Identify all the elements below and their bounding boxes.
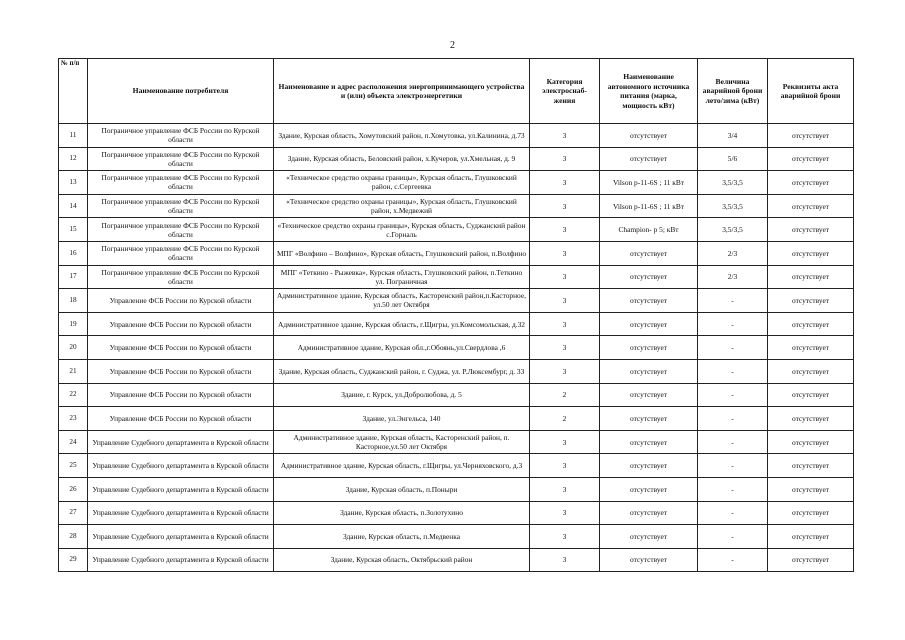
cell-address: Здание, г. Курск, ул.Добролюбова, д. 5 bbox=[274, 383, 530, 407]
table-body bbox=[59, 124, 854, 572]
cell-reserve: 3,5/3,5 bbox=[698, 218, 768, 242]
cell-category: 2 bbox=[530, 407, 600, 431]
cell-source: отсутствует bbox=[600, 336, 698, 360]
table-row bbox=[59, 407, 854, 431]
cell-act: отсутствует bbox=[768, 312, 854, 336]
cell-source: отсутствует bbox=[600, 430, 698, 454]
cell-address: Здание, Курская область, п.Поныри bbox=[274, 477, 530, 501]
cell-num: 17 bbox=[59, 265, 88, 289]
table-row bbox=[59, 241, 854, 265]
cell-address: Административное здание, Курская обл.,г.Обоянь,ул.Свердлова ,6 bbox=[274, 336, 530, 360]
cell-num: 23 bbox=[59, 407, 88, 431]
cell-category: 3 bbox=[530, 454, 600, 478]
cell-reserve: - bbox=[698, 289, 768, 313]
table-row bbox=[59, 454, 854, 478]
cell-consumer: Управление ФСБ России по Курской области bbox=[88, 359, 274, 383]
cell-consumer: Пограничное управление ФСБ России по Курской области bbox=[88, 171, 274, 195]
cell-reserve: - bbox=[698, 501, 768, 525]
header-category: Категория электроснаб-жения bbox=[530, 59, 600, 124]
cell-category: 3 bbox=[530, 430, 600, 454]
cell-category: 3 bbox=[530, 501, 600, 525]
cell-source: отсутствует bbox=[600, 454, 698, 478]
table-row bbox=[59, 501, 854, 525]
cell-consumer: Управление Судебного департамента в Курской области bbox=[88, 525, 274, 549]
cell-category: 3 bbox=[530, 241, 600, 265]
header-source: Наименование автономного источника питания (марка, мощность кВт) bbox=[600, 59, 698, 124]
cell-address: Административное здание, Курская область, Касторенский район, п. Касторное,ул.50 лет Октября bbox=[274, 430, 530, 454]
cell-reserve: - bbox=[698, 548, 768, 572]
cell-reserve: - bbox=[698, 525, 768, 549]
cell-num: 20 bbox=[59, 336, 88, 360]
table-row bbox=[59, 312, 854, 336]
header-num: № п/п bbox=[59, 59, 88, 124]
cell-source: отсутствует bbox=[600, 407, 698, 431]
cell-category: 3 bbox=[530, 124, 600, 148]
cell-num: 13 bbox=[59, 171, 88, 195]
cell-address: МПГ «Теткино - Рыжевка», Курская область, Глушковский район, п.Теткино ул. Пограничная bbox=[274, 265, 530, 289]
table-row bbox=[59, 147, 854, 171]
cell-address: Здание, ул.Энгельса, 140 bbox=[274, 407, 530, 431]
cell-reserve: 5/6 bbox=[698, 147, 768, 171]
cell-num: 25 bbox=[59, 454, 88, 478]
cell-category: 3 bbox=[530, 218, 600, 242]
cell-category: 3 bbox=[530, 171, 600, 195]
cell-num: 28 bbox=[59, 525, 88, 549]
cell-num: 12 bbox=[59, 147, 88, 171]
cell-category: 3 bbox=[530, 312, 600, 336]
cell-consumer: Управление Судебного департамента в Курской области bbox=[88, 454, 274, 478]
cell-reserve: - bbox=[698, 359, 768, 383]
cell-act: отсутствует bbox=[768, 241, 854, 265]
cell-source: отсутствует bbox=[600, 477, 698, 501]
cell-address: Административное здание, Курская область, г.Щигры, ул.Черняховского, д.3 bbox=[274, 454, 530, 478]
table-row bbox=[59, 124, 854, 148]
cell-source: отсутствует bbox=[600, 359, 698, 383]
cell-address: МПГ «Волфино – Волфино», Курская область, Глушковский район, п.Волфино bbox=[274, 241, 530, 265]
cell-num: 27 bbox=[59, 501, 88, 525]
cell-address: Здание, Курская область, Беловский район, х.Кучеров, ул.Хмельная, д. 9 bbox=[274, 147, 530, 171]
cell-consumer: Управление ФСБ России по Курской области bbox=[88, 312, 274, 336]
cell-address: Здание, Курская область, п.Золотухино bbox=[274, 501, 530, 525]
cell-num: 18 bbox=[59, 289, 88, 313]
header-reserve: Величина аварийной брони лето/зима (кВт) bbox=[698, 59, 768, 124]
cell-address: Здание, Курская область, Суджанский район, г. Суджа, ул. Р.Люксембург, д. 33 bbox=[274, 359, 530, 383]
cell-act: отсутствует bbox=[768, 430, 854, 454]
cell-act: отсутствует bbox=[768, 548, 854, 572]
cell-act: отсутствует bbox=[768, 525, 854, 549]
cell-source: Vilson p-11-6S ; 11 кВт bbox=[600, 171, 698, 195]
table-header bbox=[59, 59, 854, 124]
cell-source: отсутствует bbox=[600, 383, 698, 407]
table-row bbox=[59, 477, 854, 501]
consumers-table bbox=[58, 58, 854, 572]
cell-consumer: Управление Судебного департамента в Курской области bbox=[88, 477, 274, 501]
cell-act: отсутствует bbox=[768, 359, 854, 383]
cell-address: Здание, Курская область, п.Медвенка bbox=[274, 525, 530, 549]
cell-consumer: Управление ФСБ России по Курской области bbox=[88, 336, 274, 360]
header-consumer: Наименование потребителя bbox=[88, 59, 274, 124]
cell-num: 24 bbox=[59, 430, 88, 454]
cell-source: отсутствует bbox=[600, 124, 698, 148]
cell-category: 2 bbox=[530, 383, 600, 407]
cell-reserve: 2/3 bbox=[698, 265, 768, 289]
cell-reserve: - bbox=[698, 336, 768, 360]
cell-act: отсутствует bbox=[768, 454, 854, 478]
cell-address: «Техническое средство охраны границы», Курская область, Глушковский район, с.Сергеевка bbox=[274, 171, 530, 195]
header-act: Реквизиты акта аварийной брони bbox=[768, 59, 854, 124]
cell-act: отсутствует bbox=[768, 265, 854, 289]
table-row bbox=[59, 525, 854, 549]
cell-source: Champion- p 5; кВт bbox=[600, 218, 698, 242]
cell-reserve: 3/4 bbox=[698, 124, 768, 148]
cell-num: 11 bbox=[59, 124, 88, 148]
cell-category: 3 bbox=[530, 359, 600, 383]
cell-act: отсутствует bbox=[768, 147, 854, 171]
table-row bbox=[59, 218, 854, 242]
cell-reserve: 3,5/3,5 bbox=[698, 194, 768, 218]
cell-act: отсутствует bbox=[768, 477, 854, 501]
cell-consumer: Пограничное управление ФСБ России по Курской области bbox=[88, 265, 274, 289]
cell-reserve: 3,5/3,5 bbox=[698, 171, 768, 195]
cell-act: отсутствует bbox=[768, 501, 854, 525]
cell-reserve: 2/3 bbox=[698, 241, 768, 265]
cell-reserve: - bbox=[698, 312, 768, 336]
cell-consumer: Управление ФСБ России по Курской области bbox=[88, 383, 274, 407]
cell-category: 3 bbox=[530, 477, 600, 501]
cell-address: Административное здание, Курская область, Касторенский район,п.Касторное, ул.50 лет Октября bbox=[274, 289, 530, 313]
cell-act: отсутствует bbox=[768, 171, 854, 195]
cell-source: отсутствует bbox=[600, 548, 698, 572]
cell-category: 3 bbox=[530, 289, 600, 313]
cell-source: отсутствует bbox=[600, 147, 698, 171]
cell-source: отсутствует bbox=[600, 289, 698, 313]
cell-reserve: - bbox=[698, 454, 768, 478]
cell-consumer: Управление ФСБ России по Курской области bbox=[88, 407, 274, 431]
cell-consumer: Управление Судебного департамента в Курской области bbox=[88, 430, 274, 454]
table-row bbox=[59, 171, 854, 195]
table-row bbox=[59, 548, 854, 572]
cell-category: 3 bbox=[530, 265, 600, 289]
page-number: 2 bbox=[450, 40, 455, 51]
cell-consumer: Пограничное управление ФСБ России по Курской области bbox=[88, 124, 274, 148]
cell-category: 3 bbox=[530, 194, 600, 218]
cell-num: 15 bbox=[59, 218, 88, 242]
table-row bbox=[59, 289, 854, 313]
cell-address: Здание, Курская область, Хомутовский район, п.Хомутовка, ул.Калинина, д.73 bbox=[274, 124, 530, 148]
cell-num: 29 bbox=[59, 548, 88, 572]
cell-act: отсутствует bbox=[768, 194, 854, 218]
cell-act: отсутствует bbox=[768, 124, 854, 148]
cell-num: 22 bbox=[59, 383, 88, 407]
table-row bbox=[59, 336, 854, 360]
cell-act: отсутствует bbox=[768, 218, 854, 242]
cell-num: 21 bbox=[59, 359, 88, 383]
cell-act: отсутствует bbox=[768, 289, 854, 313]
cell-num: 16 bbox=[59, 241, 88, 265]
cell-num: 14 bbox=[59, 194, 88, 218]
cell-category: 3 bbox=[530, 147, 600, 171]
cell-source: отсутствует bbox=[600, 501, 698, 525]
cell-act: отсутствует bbox=[768, 336, 854, 360]
cell-num: 26 bbox=[59, 477, 88, 501]
cell-consumer: Пограничное управление ФСБ России по Курской области bbox=[88, 218, 274, 242]
cell-address: Здание, Курская область, Октябрьский район bbox=[274, 548, 530, 572]
cell-source: отсутствует bbox=[600, 265, 698, 289]
table-row bbox=[59, 383, 854, 407]
cell-consumer: Управление Судебного департамента в Курской области bbox=[88, 548, 274, 572]
cell-reserve: - bbox=[698, 477, 768, 501]
cell-consumer: Пограничное управление ФСБ России по Курской области bbox=[88, 241, 274, 265]
cell-source: отсутствует bbox=[600, 525, 698, 549]
cell-address: «Техническое средство охраны границы», Курская область, Суджанский район с.Горналь bbox=[274, 218, 530, 242]
cell-consumer: Пограничное управление ФСБ России по Курской области bbox=[88, 147, 274, 171]
cell-reserve: - bbox=[698, 383, 768, 407]
table-row bbox=[59, 194, 854, 218]
cell-category: 3 bbox=[530, 336, 600, 360]
cell-num: 19 bbox=[59, 312, 88, 336]
cell-category: 3 bbox=[530, 525, 600, 549]
cell-reserve: - bbox=[698, 407, 768, 431]
cell-consumer: Пограничное управление ФСБ России по Курской области bbox=[88, 194, 274, 218]
table-row bbox=[59, 430, 854, 454]
cell-consumer: Управление ФСБ России по Курской области bbox=[88, 289, 274, 313]
cell-address: «Техническое средство охраны границы», Курская область, Глушковский район, х.Медвежий bbox=[274, 194, 530, 218]
cell-act: отсутствует bbox=[768, 383, 854, 407]
cell-address: Административное здание, Курская область, г.Щигры, ул.Комсомольская, д.32 bbox=[274, 312, 530, 336]
table-row bbox=[59, 265, 854, 289]
cell-act: отсутствует bbox=[768, 407, 854, 431]
header-address: Наименование и адрес расположения энергопринимающего устройства и (или) объекта электроэнергетики bbox=[274, 59, 530, 124]
cell-category: 3 bbox=[530, 548, 600, 572]
cell-consumer: Управление Судебного департамента в Курской области bbox=[88, 501, 274, 525]
cell-reserve: - bbox=[698, 430, 768, 454]
cell-source: Vilson p-11-6S ; 11 кВт bbox=[600, 194, 698, 218]
table-row bbox=[59, 359, 854, 383]
cell-source: отсутствует bbox=[600, 241, 698, 265]
cell-source: отсутствует bbox=[600, 312, 698, 336]
